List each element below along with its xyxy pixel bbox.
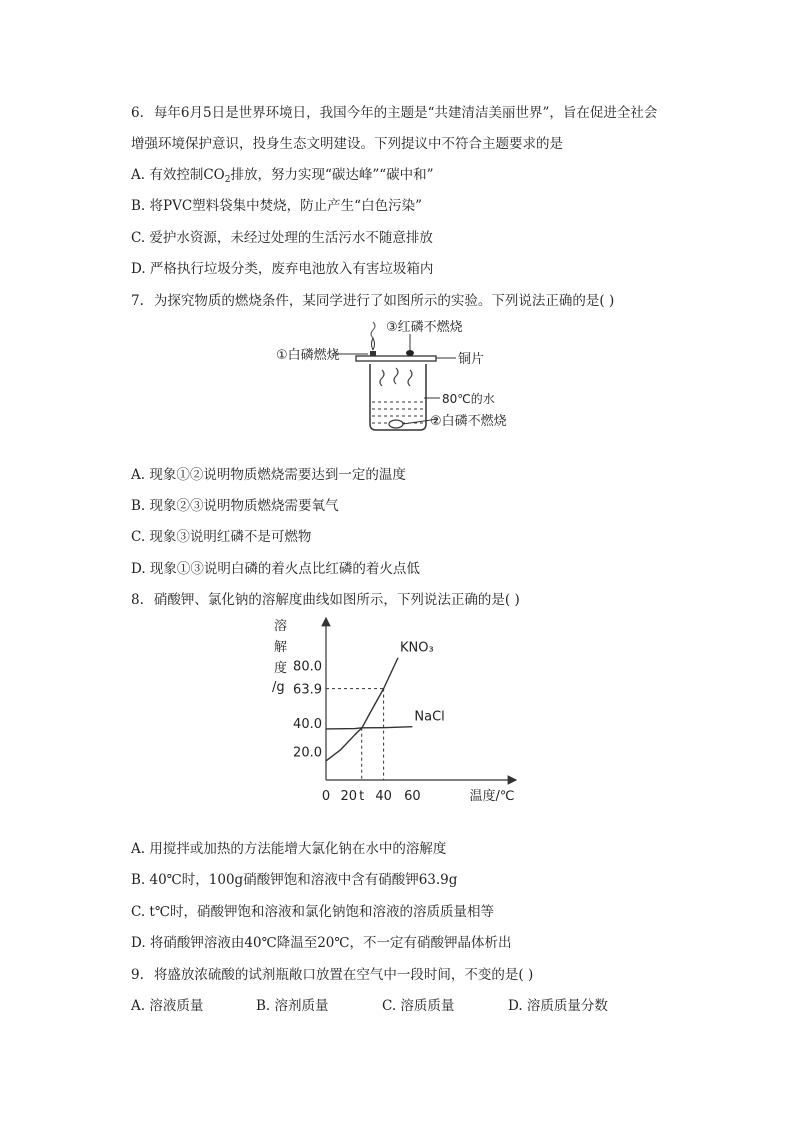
x-tick-label-0: 0 xyxy=(321,789,331,804)
q7-option-d: D. 现象①③说明白磷的着火点比红磷的着火点低 xyxy=(131,561,420,577)
q6-option-a: A. 有效控制$CO_2$排放，努力实现“碳达峰”“碳中和” xyxy=(131,167,434,185)
q8-number: 8. xyxy=(131,592,144,608)
y-tick-label-0: 20.0 xyxy=(293,745,322,761)
fig-label-2: ②白磷不燃烧 xyxy=(430,414,507,429)
x-tick-label-4: 60 xyxy=(404,789,421,804)
y-tick-label-3: 80.0 xyxy=(293,659,322,675)
solubility-chart xyxy=(262,614,532,810)
x-tick-label-2: t xyxy=(359,789,365,804)
y-tick-label-2: 63.9 xyxy=(293,682,322,698)
q7-option-b: B. 现象②③说明物质燃烧需要氧气 xyxy=(131,498,339,514)
fig-label-1: ①白磷燃烧 xyxy=(276,348,340,363)
series-1-line xyxy=(326,727,412,729)
y-label-1: 溶 xyxy=(274,619,288,634)
q7-option-c: C. 现象③说明红磷不是可燃物 xyxy=(131,529,312,545)
y-tick-label-1: 40.0 xyxy=(293,716,322,732)
y-label-4: /g xyxy=(272,680,285,695)
y-label-2: 解 xyxy=(274,640,288,655)
q7-experiment-figure xyxy=(270,312,530,434)
fig-label-copper: 铜片 xyxy=(458,352,485,367)
fig-label-3: ③红磷不燃烧 xyxy=(386,320,463,335)
q9-stem: 9. 将盛放浓硫酸的试剂瓶敞口放置在空气中一段时间，不变的是( ) xyxy=(131,967,534,983)
q6-option-d: D. 严格执行垃圾分类，废弃电池放入有害垃圾箱内 xyxy=(131,261,434,277)
q9-option-c: C. 溶质质量 xyxy=(382,998,455,1014)
q7-option-a: A. 现象①②说明物质燃烧需要达到一定的温度 xyxy=(131,467,406,483)
q8-option-a: A. 用搅拌或加热的方法能增大氯化钠在水中的溶解度 xyxy=(131,841,447,857)
fig-label-water: 80℃的水 xyxy=(442,392,495,406)
y-label-3: 度 xyxy=(274,661,288,676)
q6-option-c: C. 爱护水资源，未经过处理的生活污水不随意排放 xyxy=(131,230,433,246)
q9-option-d: D. 溶质质量分数 xyxy=(508,998,608,1014)
q8-option-c: C. t℃时，硝酸钾饱和溶液和氯化钠饱和溶液的溶质质量相等 xyxy=(131,904,494,920)
x-axis-label: 温度/℃ xyxy=(469,789,515,804)
q9-number: 9. xyxy=(131,967,144,983)
x-tick-label-3: 40 xyxy=(375,789,392,804)
q8-option-d: D. 将硝酸钾溶液由40℃降温至20℃，不一定有硝酸钾晶体析出 xyxy=(131,935,512,951)
q6-number: 6. xyxy=(131,105,144,121)
q6-stem-text1: 每年6月5日是世界环境日，我国今年的主题是“共建清洁美丽世界”，旨在促进全社会 xyxy=(153,105,658,121)
series-1-label: NaCl xyxy=(414,709,445,725)
q8-stem: 8. 硝酸钾、氯化钠的溶解度曲线如图所示，下列说法正确的是( ) xyxy=(131,592,520,608)
series-0-label: KNO₃ xyxy=(400,640,434,656)
series-0-line xyxy=(326,658,398,761)
q7-number: 7. xyxy=(131,293,144,309)
q6-option-b: B. 将PVC塑料袋集中焚烧，防止产生“白色污染” xyxy=(131,198,422,214)
q8-option-b: B. 40℃时，100g硝酸钾饱和溶液中含有硝酸钾63.9g xyxy=(131,872,458,888)
q6-stem-line2: 增强环境保护意识，投身生态文明建设。下列提议中不符合主题要求的是 xyxy=(131,136,563,152)
x-tick-label-1: 20 xyxy=(340,789,358,804)
q7-stem: 7. 为探究物质的燃烧条件，某同学进行了如图所示的实验。下列说法正确的是( ) xyxy=(131,293,615,309)
q9-option-b: B. 溶剂质量 xyxy=(256,998,329,1014)
q6-stem-line1 xyxy=(131,104,657,122)
q9-option-a: A. 溶液质量 xyxy=(131,998,204,1014)
